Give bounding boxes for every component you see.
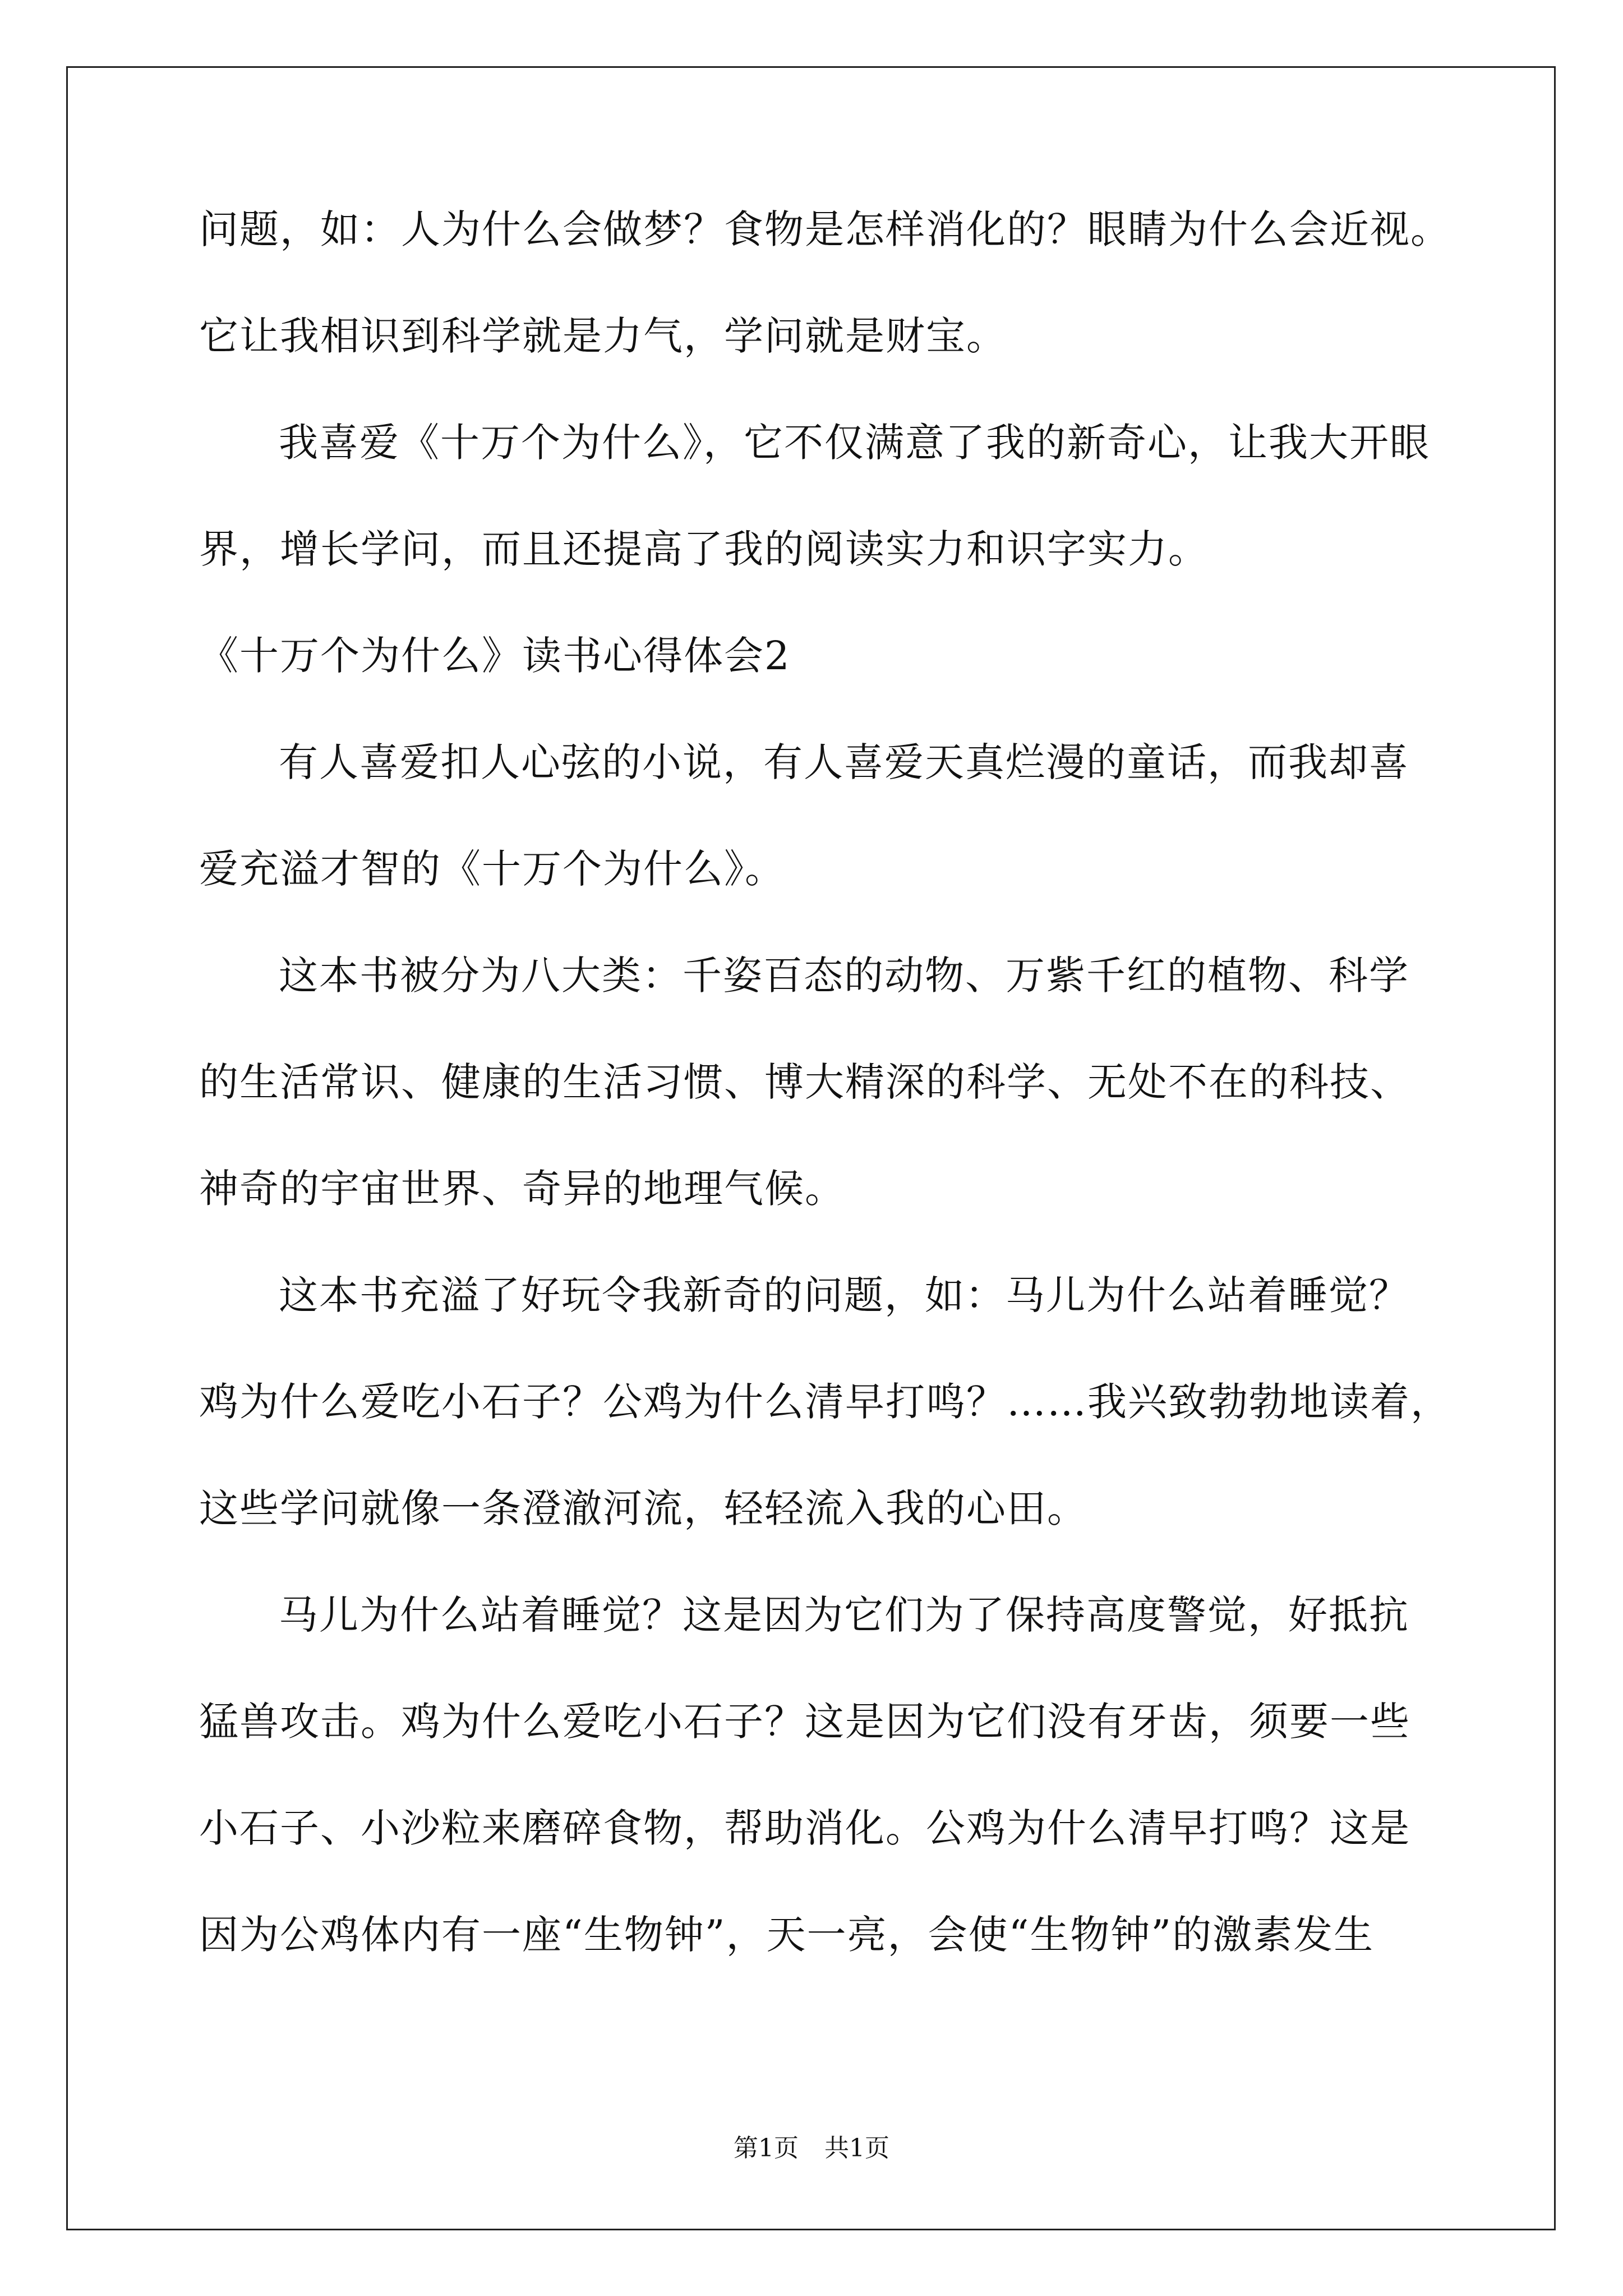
text-line: 这本书被分为八大类：千姿百态的动物、万紫千红的植物、科学: [279, 953, 1409, 999]
text-line: 这本书充溢了好玩令我新奇的问题，如：马儿为什么站着睡觉？: [279, 1272, 1409, 1318]
text-line: 猛兽攻击。鸡为什么爱吃小石子？这是因为它们没有牙齿，须要一些: [199, 1699, 1410, 1745]
text-line: 这些学问就像一条澄澈河流，轻轻流入我的心田。: [199, 1485, 1087, 1531]
page-total: 共1页: [824, 2134, 889, 2162]
text-line: 爱充溢才智的《十万个为什么》。: [199, 846, 785, 892]
text-line: 小石子、小沙粒来磨碎食物，帮助消化。公鸡为什么清早打鸣？这是: [199, 1805, 1410, 1851]
text-line: 我喜爱《十万个为什么》，它不仅满意了我的新奇心，让我大开眼: [279, 420, 1430, 466]
page-footer: [0, 2133, 1623, 2164]
document-body: [199, 202, 1450, 2014]
text-line: 它让我相识到科学就是力气，学问就是财宝。: [199, 313, 1007, 359]
text-line: 有人喜爱扣人心弦的小说，有人喜爱天真烂漫的童话，而我却喜: [279, 739, 1409, 785]
page-number: 第1页: [734, 2134, 799, 2162]
text-line: 界，增长学问，而且还提高了我的阅读实力和识字实力。: [199, 526, 1209, 572]
text-line: 问题，如：人为什么会做梦？食物是怎样消化的？眼睛为什么会近视。: [199, 206, 1451, 252]
text-line: 鸡为什么爱吃小石子？公鸡为什么清早打鸣？……我兴致勃勃地读着，: [199, 1379, 1451, 1425]
text-line: 因为公鸡体内有一座“生物钟”，天一亮，会使“生物钟”的激素发生: [199, 1912, 1375, 1958]
section-heading: 《十万个为什么》读书心得体会2: [199, 633, 791, 679]
text-line: 马儿为什么站着睡觉？这是因为它们为了保持高度警觉，好抵抗: [279, 1592, 1409, 1638]
text-line: 神奇的宇宙世界、奇异的地理气候。: [199, 1166, 845, 1212]
text-line: 的生活常识、健康的生活习惯、博大精深的科学、无处不在的科技、: [199, 1059, 1410, 1105]
